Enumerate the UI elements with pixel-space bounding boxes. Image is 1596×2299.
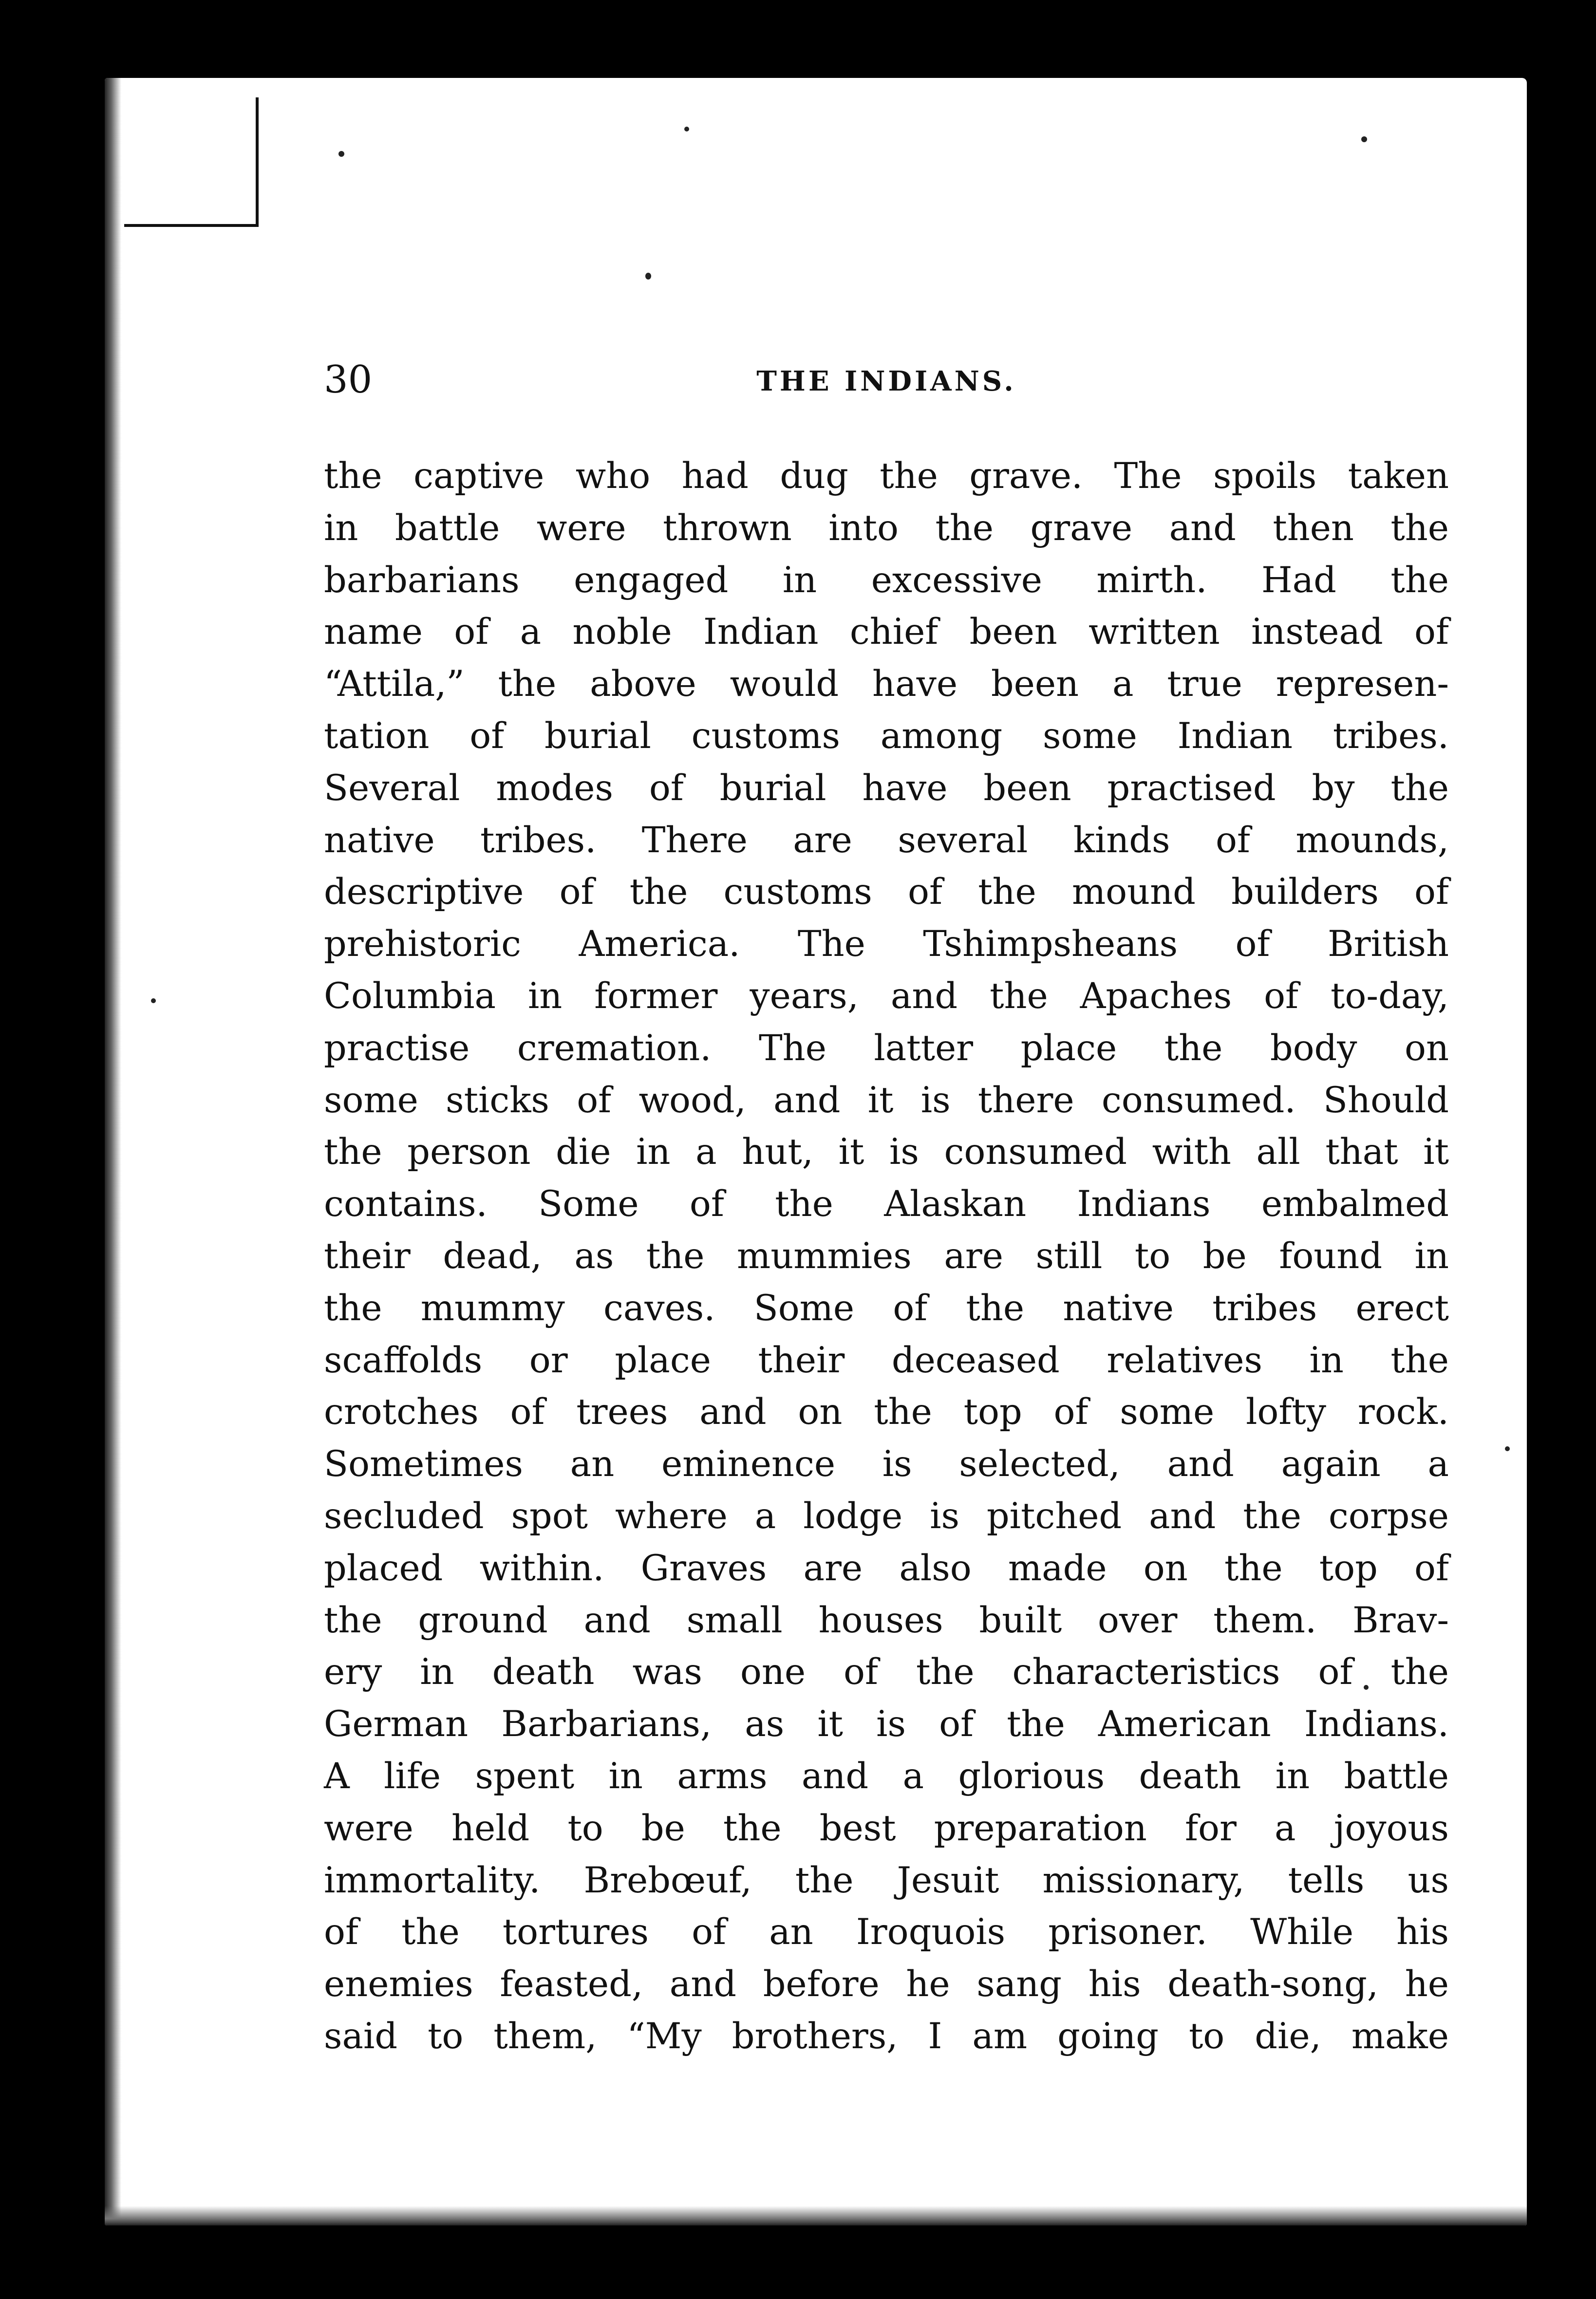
text-line: the person die in a hut, it is consumed with all that it: [324, 1131, 1449, 1173]
scan-speck: [151, 998, 156, 1003]
text-line: barbarians engaged in excessive mirth. Had the: [324, 559, 1449, 601]
text-line: secluded spot where a lodge is pitched and the corpse: [324, 1495, 1449, 1537]
scan-speck: [645, 273, 651, 280]
text-line: in battle were thrown into the grave and then the: [324, 507, 1449, 549]
text-line: were held to be the best preparation for a joyous: [324, 1807, 1449, 1849]
text-line: their dead, as the mummies are still to be found in: [324, 1235, 1449, 1277]
text-line: native tribes. There are several kinds of mounds,: [324, 819, 1449, 861]
text-line: crotches of trees and on the top of some lofty rock.: [324, 1391, 1449, 1433]
text-line: A life spent in arms and a glorious death in battle: [324, 1755, 1449, 1797]
scan-speck: [1505, 1446, 1510, 1451]
text-line: enemies feasted, and before he sang his death-song, he: [324, 1963, 1449, 2005]
text-line: name of a noble Indian chief been written instead of: [324, 611, 1449, 653]
scan-speck: [1361, 136, 1367, 142]
book-page: [105, 78, 1527, 2225]
page-number: 30: [324, 358, 373, 402]
text-line: contains. Some of the Alaskan Indians embalmed: [324, 1183, 1449, 1225]
text-line: said to them, “My brothers, I am going to die, make: [324, 2015, 1449, 2057]
text-line: Several modes of burial have been practised by the: [324, 767, 1449, 809]
text-line: tation of burial customs among some Indian tribes.: [324, 715, 1449, 757]
text-line: the ground and small houses built over them. Brav-: [324, 1599, 1449, 1641]
text-line: prehistoric America. The Tshimpsheans of British: [324, 923, 1449, 965]
text-line: Sometimes an eminence is selected, and again a: [324, 1443, 1449, 1485]
scan-speck: [338, 151, 344, 157]
text-line: some sticks of wood, and it is there consumed. Should: [324, 1079, 1449, 1121]
text-line: the captive who had dug the grave. The spoils taken: [324, 455, 1449, 497]
page-corner-fold: [124, 97, 259, 227]
text-line: scaffolds or place their deceased relatives in the: [324, 1339, 1449, 1381]
text-line: descriptive of the customs of the mound builders of: [324, 871, 1449, 913]
running-title: THE INDIANS.: [756, 365, 1016, 397]
text-line: Columbia in former years, and the Apaches of to-day,: [324, 975, 1449, 1017]
text-line: “Attila,” the above would have been a true represen-: [324, 663, 1449, 705]
text-line: ery in death was one of the characteristics of the: [324, 1651, 1449, 1693]
text-line: the mummy caves. Some of the native tribes erect: [324, 1287, 1449, 1329]
text-line: practise cremation. The latter place the body on: [324, 1027, 1449, 1069]
text-line: placed within. Graves are also made on the top of: [324, 1547, 1449, 1589]
body-text: [324, 450, 1449, 2063]
text-line: of the tortures of an Iroquois prisoner. While his: [324, 1911, 1449, 1953]
text-line: immortality. Brebœuf, the Jesuit missionary, tells us: [324, 1859, 1449, 1901]
text-line: German Barbarians, as it is of the American Indians.: [324, 1703, 1449, 1745]
scan-speck: [684, 127, 689, 131]
page-header: [324, 358, 1449, 402]
